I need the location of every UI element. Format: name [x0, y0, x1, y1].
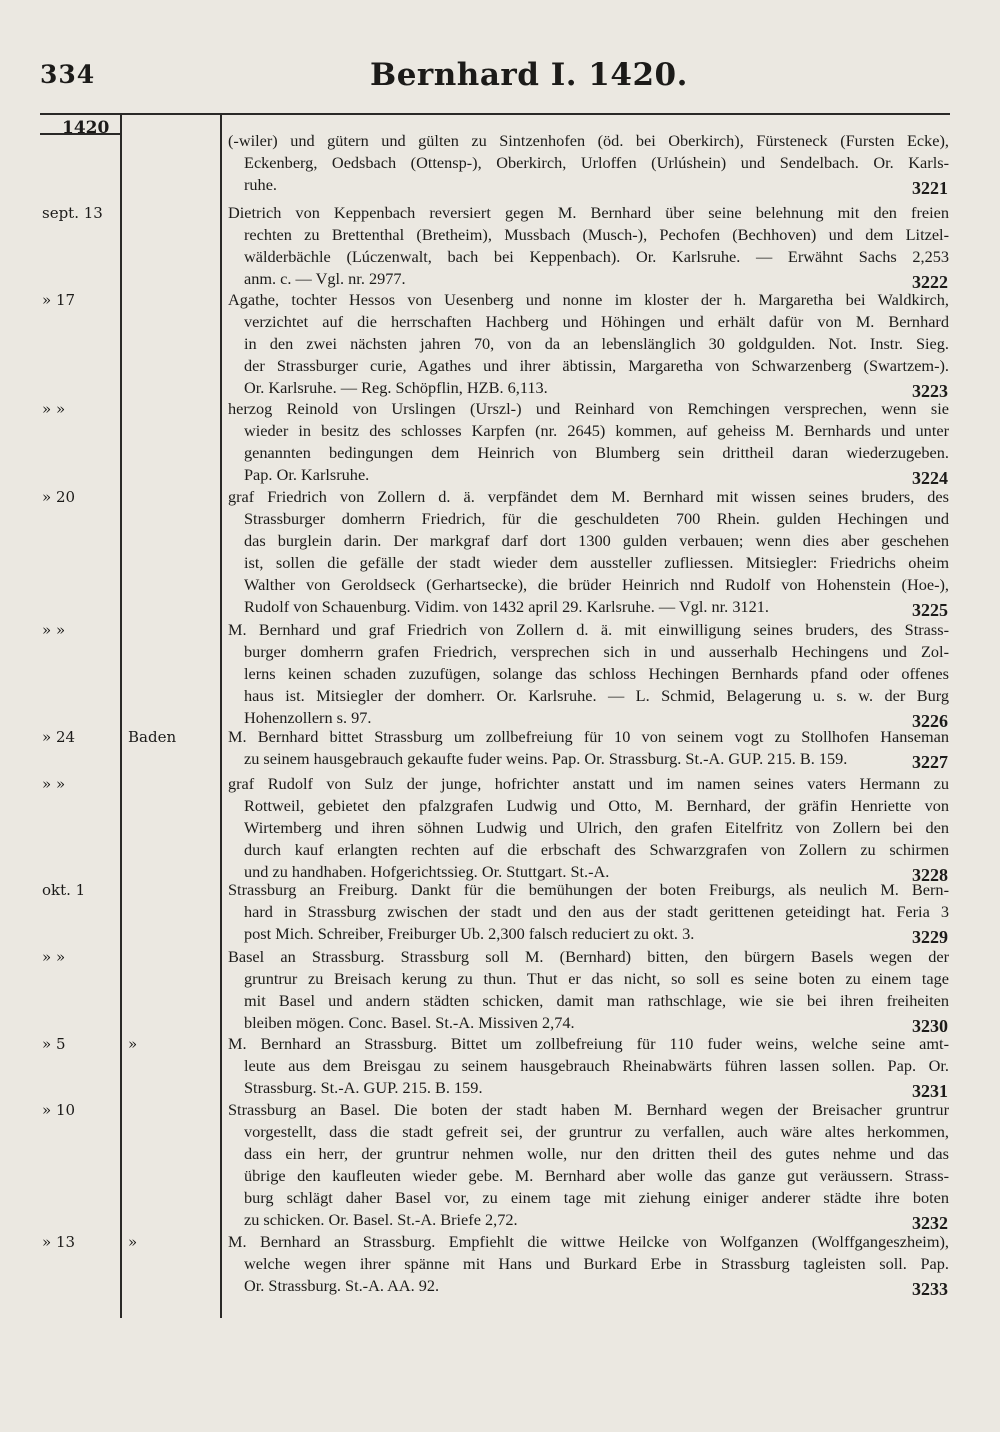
entry-text-line: zu seinem hausgebrauch gekaufte fuder weins. Pap. Or. Strassburg. St.-A. GUP. 215. B. 159.	[244, 749, 848, 768]
entry-text-line: gruntrur zu Breisach kerung zu thun. Thut er das nicht, so soll es seine boten zu einem tage	[244, 969, 949, 988]
entry-text-line: und zu handhaben. Hofgerichtssieg. Or. Stuttgart. St.-A.	[244, 862, 610, 881]
column-rule-date	[120, 113, 122, 1318]
entry-text-line: wieder in besitz des schlosses Karpfen (nr. 2645) kommen, auf geheiss M. Bernhards und unter	[244, 421, 949, 440]
entry-text	[228, 130, 949, 196]
entry-number: 3232	[912, 1213, 948, 1233]
entry-text	[228, 202, 949, 290]
entry-text-line: Strassburg an Freiburg. Dankt für die bemühungen der boten Freiburgs, als neulich M. Bern-	[228, 880, 949, 899]
entry-number: 3228	[912, 865, 948, 885]
entry-text-line: Rudolf von Schauenburg. Vidim. von 1432 april 29. Karlsruhe. — Vgl. nr. 3121.	[244, 597, 769, 616]
entry-text-line: haus ist. Mitsiegler der domherr. Or. Karlsruhe. — L. Schmid, Belagerung u. s. w. der Burg	[244, 686, 949, 705]
entry-text-line: dass ein herr, der gruntrur nehmen wolle, nur den dritten theil des gutes nehme und das	[244, 1144, 949, 1163]
entry-number: 3227	[912, 752, 948, 772]
page-title: Bernhard I. 1420.	[370, 57, 688, 93]
entry-text	[228, 726, 949, 770]
entry-text-line: vorgestellt, dass die stadt gefreit sei, der gruntrur zu verfallen, auch wäre altes herkommen,	[244, 1122, 949, 1141]
entry-text-line: verzichtet auf die herrschaften Hachberg und Höhingen und erhält dafür von M. Bernhard	[244, 312, 949, 331]
entry-date: okt. 1	[42, 881, 86, 899]
entry-place: Baden	[128, 728, 177, 746]
entry-text-line: Agathe, tochter Hessos von Uesenberg und nonne im kloster der h. Margaretha bei Waldkirch,	[228, 290, 949, 309]
entry-text-line: herzog Reinold von Urslingen (Urszl-) und Reinhard von Remchingen versprechen, wenn sie	[228, 399, 949, 418]
entry-place: »	[128, 1233, 138, 1251]
entry-text-line: post Mich. Schreiber, Freiburger Ub. 2,300 falsch reduciert zu okt. 3.	[244, 924, 695, 943]
entry-text-line: burg schlägt daher Basel vor, zu einem tage mit ziehung einiger anderer städte ihre boten	[244, 1188, 949, 1207]
entry-text	[228, 1033, 949, 1099]
entry-text-line: Hohenzollern s. 97.	[244, 708, 372, 727]
entry-text-line: übrige den kaufleuten wieder gebe. M. Bernhard aber wolle das ganze gut veräussern. Strass-	[244, 1166, 949, 1185]
entry-text-line: Rottweil, gebietet den pfalzgrafen Ludwig und Otto, M. Bernhard, der gräfin Henriette von	[244, 796, 949, 815]
entry-text-line: genannten bedingungen dem Heinrich von Blumberg sein drittheil daran wiederzugeben.	[244, 443, 949, 462]
entry-date: » »	[42, 775, 66, 793]
entry-text	[228, 773, 949, 883]
entry-text-line: Or. Strassburg. St.-A. AA. 92.	[244, 1276, 440, 1295]
entry-number: 3230	[912, 1016, 948, 1036]
entry-text-line: burger domherrn grafen Friedrich, versprechen sich in und ausserhalb Hechingens und Zol-	[244, 642, 949, 661]
entry-text-line: lerns keinen schaden zuzufügen, solange das schloss Hechingen Bernhards pfand oder offenes	[244, 664, 949, 683]
entry-text-line: mit Basel und andern städten schicken, damit man rathschlage, wie sie bei ihren freiheiten	[244, 991, 949, 1010]
entry-text-line: das burglein darin. Der markgraf darf dort 1300 gulden verbauen; wenn dies aber geschehen	[244, 531, 949, 550]
entry-text-line: hard in Strassburg zwischen der stadt und den aus der stadt gerittenen geteidingt hat. Feria 3	[244, 902, 949, 921]
entry-number: 3226	[912, 711, 948, 731]
entry-date: sept. 13	[42, 204, 103, 222]
entry-text	[228, 1099, 949, 1231]
entry-text-line: Strassburg an Basel. Die boten der stadt haben M. Bernhard wegen der Breisacher gruntrur	[228, 1100, 949, 1119]
entry-number: 3222	[912, 272, 948, 292]
entry-text-line: M. Bernhard bittet Strassburg um zollbefreiung für 10 von seinem vogt zu Stollhofen Hanseman	[228, 727, 949, 746]
entry-text-line: Dietrich von Keppenbach reversiert gegen M. Bernhard über seine belehnung mit den freien	[228, 203, 949, 222]
entry-date: » 24	[42, 728, 76, 746]
entry-number: 3231	[912, 1081, 948, 1101]
header-rule	[40, 113, 950, 115]
entry-text-line: wälderbächle (Lúczenwalt, bach bei Keppenbach). Or. Karlsruhe. — Erwähnt Sachs 2,253	[244, 247, 949, 266]
entry-text-line: Strassburger domherrn Friedrich, für die geschuldeten 700 Rhein. gulden Hechingen und	[244, 509, 949, 528]
entry-text-line: (-wiler) und gütern und gülten zu Sintzenhofen (öd. bei Oberkirch), Fürsteneck (Fursten Ecke),	[228, 131, 949, 150]
entry-text-line: Or. Karlsruhe. — Reg. Schöpflin, HZB. 6,113.	[244, 378, 548, 397]
entry-text-line: M. Bernhard an Strassburg. Empfiehlt die wittwe Heilcke von Wolfganzen (Wolffgangeszheim),	[228, 1232, 949, 1251]
entry-place: »	[128, 1035, 138, 1053]
entry-date: » »	[42, 621, 66, 639]
entry-text	[228, 486, 949, 618]
entry-text	[228, 619, 949, 729]
entry-text-line: ist, sollen die gefälle der stadt wieder dem aussteller zufliessen. Mitsiegler: Friedrichs oheim	[244, 553, 949, 572]
entry-text-line: leute aus dem Breisgau zu seinem hausgebrauch Rheinabwärts führen lassen sollen. Pap. Or.	[244, 1056, 949, 1075]
entry-text-line: Basel an Strassburg. Strassburg soll M. (Bernhard) bitten, den bürgern Basels wegen der	[228, 947, 949, 966]
entry-number: 3224	[912, 468, 948, 488]
entry-text-line: rechten zu Brettenthal (Bretheim), Mussbach (Musch-), Pechofen (Bechhoven) und dem Litzel-	[244, 225, 949, 244]
entry-text	[228, 289, 949, 399]
entry-text-line: graf Friedrich von Zollern d. ä. verpfändet dem M. Bernhard mit wissen seines bruders, des	[228, 487, 949, 506]
entry-date: » 10	[42, 1101, 76, 1119]
entry-date: » 17	[42, 291, 76, 309]
entry-text-line: Wirtemberg und ihren söhnen Ludwig und Ulrich, den grafen Eitelfritz von Zollern bei den	[244, 818, 949, 837]
entry-date: » »	[42, 948, 66, 966]
entry-text-line: bleiben mögen. Conc. Basel. St.-A. Missiven 2,74.	[244, 1013, 575, 1032]
entry-text	[228, 398, 949, 486]
entry-text-line: anm. c. — Vgl. nr. 2977.	[244, 269, 406, 288]
entry-text-line: ruhe.	[244, 175, 277, 194]
entry-text-line: zu schicken. Or. Basel. St.-A. Briefe 2,72.	[244, 1210, 518, 1229]
entry-text-line: in den zwei nächsten jahren 70, von da an lebenslänglich 30 goldgulden. Not. Instr. Sieg.	[244, 334, 949, 353]
entry-date: » 20	[42, 488, 76, 506]
entry-number: 3221	[912, 178, 948, 198]
entry-text	[228, 946, 949, 1034]
page-number: 334	[40, 60, 96, 89]
entry-text-line: M. Bernhard an Strassburg. Bittet um zollbefreiung für 110 fuder weins, welche seine amt-	[228, 1034, 949, 1053]
entry-text-line: durch kauf erlangten rechten auf die erbschaft des Schwarzgrafen von Zollern zu schirmen	[244, 840, 949, 859]
entry-text	[228, 1231, 949, 1297]
entry-text-line: Walther von Geroldseck (Gerhartsecke), die brüder Heinrich nnd Rudolf von Hohenstein (Hoe-),	[244, 575, 949, 594]
entry-text	[228, 879, 949, 945]
entry-date: » 5	[42, 1035, 66, 1053]
entry-text-line: Pap. Or. Karlsruhe.	[244, 465, 370, 484]
entry-date: » 13	[42, 1233, 76, 1251]
entry-number: 3233	[912, 1279, 948, 1299]
entry-text-line: graf Rudolf von Sulz der junge, hofrichter anstatt und im namen seines vaters Hermann zu	[228, 774, 949, 793]
entry-number: 3225	[912, 600, 948, 620]
entry-text-line: Eckenberg, Oedsbach (Ottensp-), Oberkirch, Urloffen (Urlúshein) und Sendelbach. Or. Karls-	[244, 153, 949, 172]
entry-number: 3223	[912, 381, 948, 401]
entry-text-line: M. Bernhard und graf Friedrich von Zollern d. ä. mit einwilligung seines bruders, des Strass-	[228, 620, 949, 639]
entry-date: » »	[42, 400, 66, 418]
entry-number: 3229	[912, 927, 948, 947]
column-rule-place	[220, 113, 222, 1318]
year-column-label: 1420	[62, 118, 110, 138]
entry-text-line: welche wegen ihrer spänne mit Hans und Burkard Erbe in Strassburg tagleisten soll. Pap.	[244, 1254, 949, 1273]
entry-text-line: der Strassburger curie, Agathes und ihrer äbtissin, Margaretha von Schwarzenberg (Swartzem-).	[244, 356, 949, 375]
entry-text-line: Strassburg. St.-A. GUP. 215. B. 159.	[244, 1078, 483, 1097]
